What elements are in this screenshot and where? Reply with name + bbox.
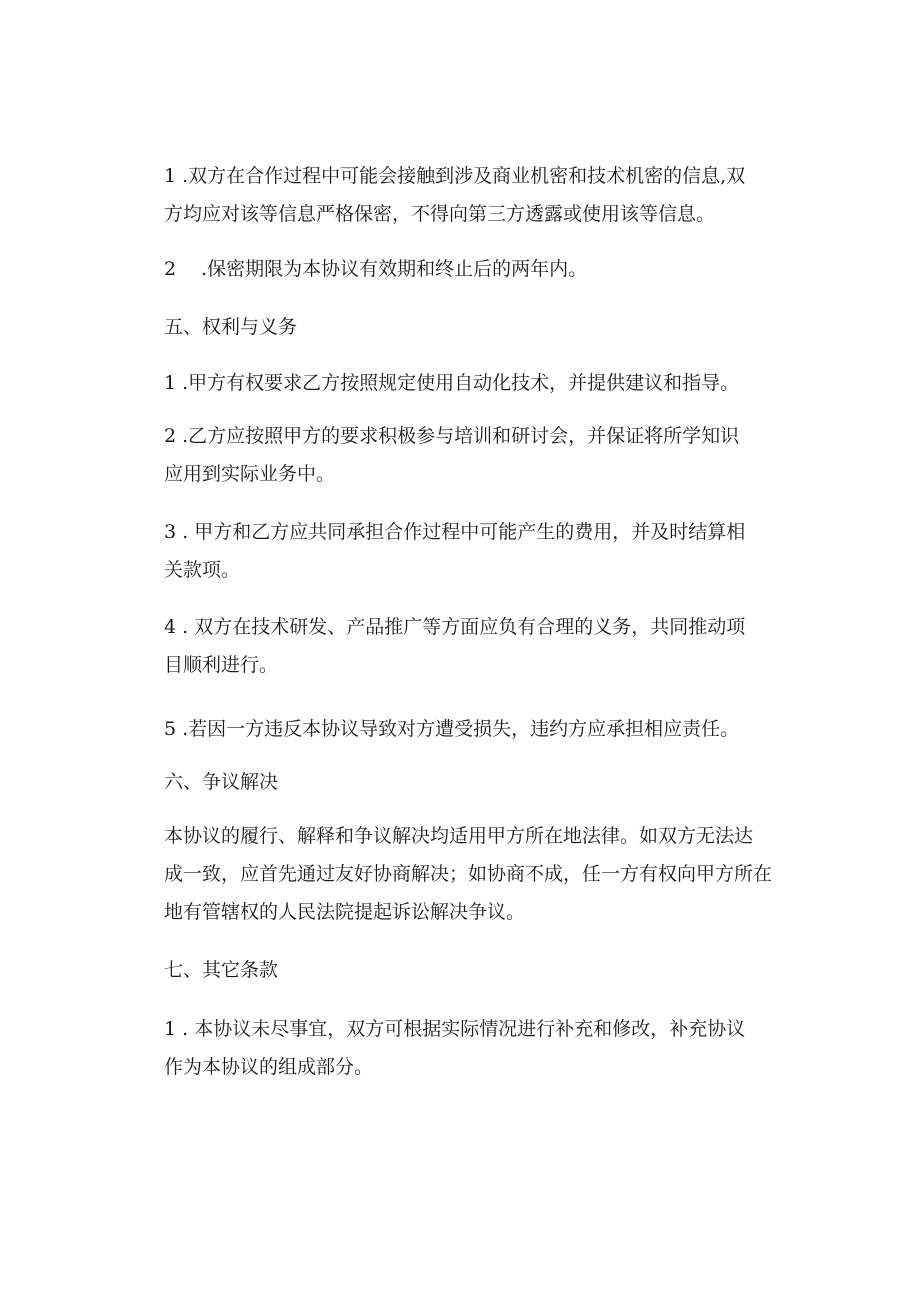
clause-dispute — [164, 817, 784, 931]
text-line: 2 .保密期限为本协议有效期和终止后的两年内。 — [164, 258, 588, 280]
text-line: 1 .甲方有权要求乙方按照规定使用自动化技术，并提供建议和指导。 — [164, 372, 740, 394]
text-line: 应用到实际业务中。 — [164, 463, 336, 485]
text-line: 七、其它条款 — [164, 959, 279, 981]
text-line: 五、权利与义务 — [164, 316, 298, 338]
text-line: 4 . 双方在技术研发、产品推广等方面应负有合理的义务，共同推动项 — [164, 616, 746, 638]
text-line: 1 .双方在合作过程中可能会接触到涉及商业机密和技术机密的信息,双 — [164, 165, 746, 187]
text-line: 目顺利进行。 — [164, 654, 279, 676]
clause-confidential-period — [164, 250, 784, 288]
text-line: 成一致，应首先通过友好协商解决；如协商不成，任一方有权向甲方所在 — [164, 863, 773, 885]
section-heading-other-terms — [164, 951, 784, 989]
clause-rights-5 — [164, 710, 784, 748]
clause-rights-4 — [164, 608, 784, 684]
text-line: 作为本协议的组成部分。 — [164, 1056, 374, 1078]
clause-confidential-info — [164, 157, 784, 233]
text-line: 方均应对该等信息严格保密，不得向第三方透露或使用该等信息。 — [164, 203, 716, 225]
text-line: 六、争议解决 — [164, 771, 279, 793]
section-heading-dispute — [164, 763, 784, 801]
text-line: 1 . 本协议未尽事宜，双方可根据实际情况进行补充和修改，补充协议 — [164, 1018, 746, 1040]
text-line: 5 .若因一方违反本协议导致对方遭受损失，违约方应承担相应责任。 — [164, 718, 740, 740]
clause-rights-2 — [164, 417, 784, 493]
clause-other-1 — [164, 1010, 784, 1086]
text-line: 2 .乙方应按照甲方的要求积极参与培训和研讨会，并保证将所学知识 — [164, 425, 740, 447]
text-line: 本协议的履行、解释和争议解决均适用甲方所在地法律。如双方无法达 — [164, 825, 754, 847]
text-line: 3 . 甲方和乙方应共同承担合作过程中可能产生的费用，并及时结算相 — [164, 521, 746, 543]
clause-rights-3 — [164, 513, 784, 589]
section-heading-rights-obligations — [164, 308, 784, 346]
text-line: 地有管辖权的人民法院提起诉讼解决争议。 — [164, 901, 526, 923]
clause-rights-1 — [164, 364, 784, 402]
text-line: 关款项。 — [164, 559, 241, 581]
